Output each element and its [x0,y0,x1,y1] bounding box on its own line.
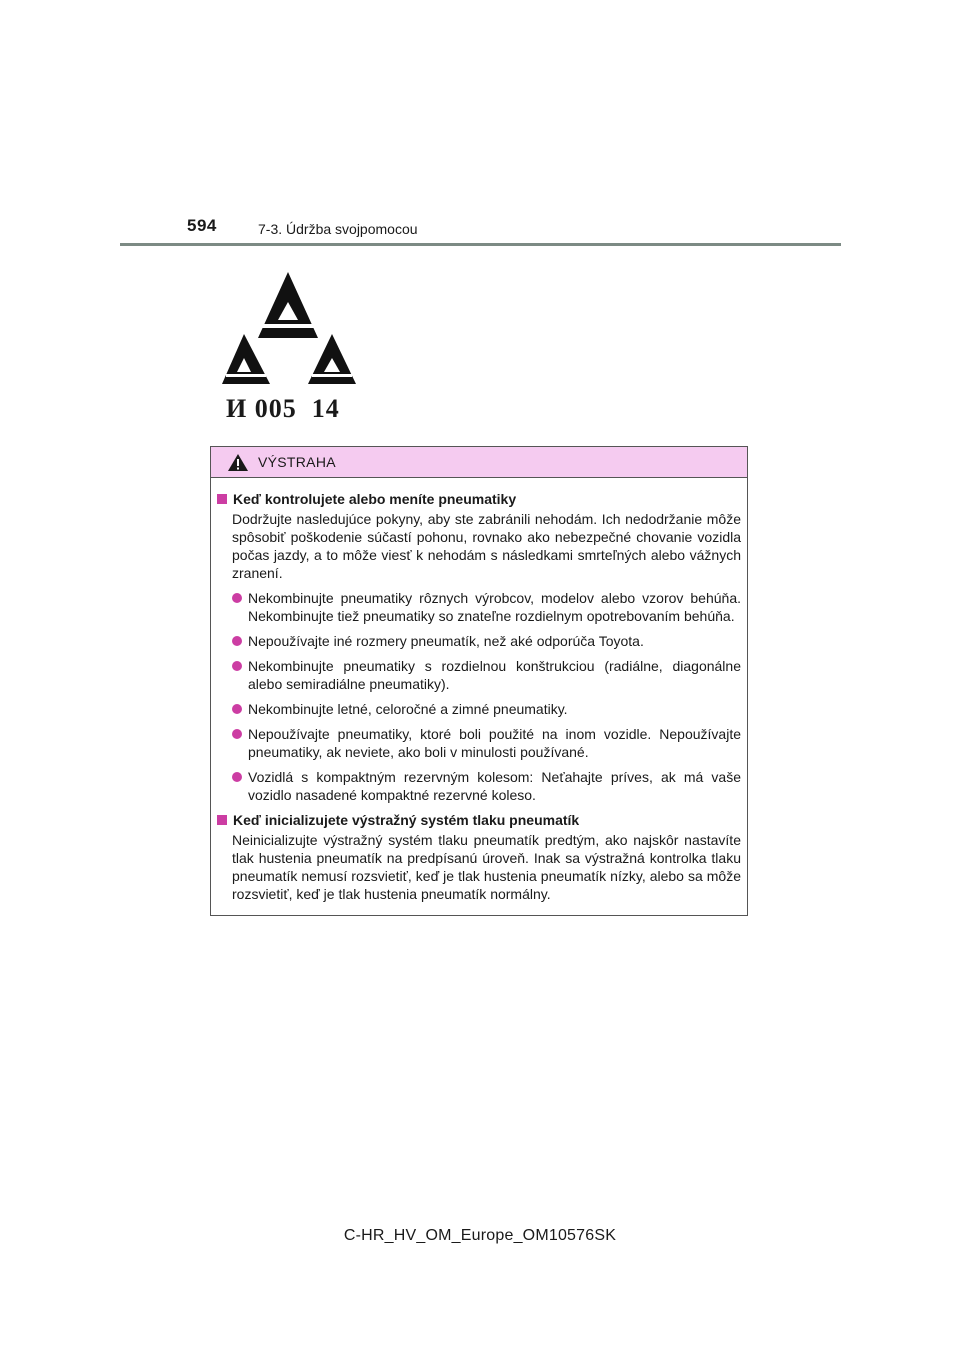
list-item [217,589,741,625]
list-item-text: Nekombinujte pneumatiky rôznych výrobcov, modelov alebo vzorov behúňa. Nekombinujte tiež pneumatiky so znateľne rozdielnym opotrebovaním behúňa. [248,590,741,624]
list-item-text: Nekombinujte pneumatiky s rozdielnou konštrukciou (radiálne, diagonálne alebo semiradiálne pneumatiky). [248,658,741,692]
warning-box [210,446,748,916]
warning-body [211,478,747,903]
section-title-text: Keď kontrolujete alebo meníte pneumatiky [233,491,517,507]
warning-triangle-icon [227,453,249,472]
section-heading [217,490,741,508]
list-item-text: Nepoužívajte iné rozmery pneumatík, než aké odporúča Toyota. [248,633,644,649]
square-bullet-icon [217,494,227,504]
page-number: 594 [187,216,217,235]
list-item [217,700,741,718]
round-bullet-icon [232,661,242,671]
triangle-mark-icon [218,266,358,386]
round-bullet-icon [232,636,242,646]
round-bullet-icon [232,593,242,603]
list-item-text: Nekombinujte letné, celoročné a zimné pneumatiky. [248,701,568,717]
section-title-text: Keď inicializujete výstražný systém tlaku pneumatík [233,812,580,828]
section-paragraph: Dodržujte nasledujúce pokyny, aby ste zabránili nehodám. Ich nedodržanie môže spôsobiť poškodenie súčastí pohonu, rovnako ako nebezpečné chovanie vozidla počas jazdy, a to môže viesť k nehodám s následkami smrteľných alebo vážnych zranení. [232,511,741,581]
list-item-text: Vozidlá s kompaktným rezervným kolesom: Neťahajte príves, ak má vaše vozidlo nasadené kompaktné rezervné koleso. [248,769,741,803]
tire-mark-code: И 005 14 [226,394,340,423]
round-bullet-icon [232,772,242,782]
document-id: C-HR_HV_OM_Europe_OM10576SK [343,1227,617,1244]
section-paragraph: Neinicializujte výstražný systém tlaku pneumatík predtým, ako najskôr nastavíte tlak hustenia pneumatík na predpísanú úroveň. Inak sa výstražná kontrolka tlaku pneumatík nemusí rozsvietiť, keď je tlak hustenia pneumatík nízky, alebo sa môže rozsvietiť, keď je tlak hustenia pneumatík normálny. [232,832,741,902]
header-divider [120,243,841,246]
square-bullet-icon [217,815,227,825]
section-title: 7-3. Údržba svojpomocou [258,221,418,237]
list-item [217,632,741,650]
list-item [217,657,741,693]
list-item [217,768,741,804]
list-item [217,725,741,761]
list-item-text: Nepoužívajte pneumatiky, ktoré boli použité na inom vozidle. Nepoužívajte pneumatiky, ak neviete, ako boli v minulosti používané. [248,726,741,760]
section-heading [217,811,741,829]
warning-label: VÝSTRAHA [258,454,336,470]
warning-header [211,447,747,478]
round-bullet-icon [232,729,242,739]
round-bullet-icon [232,704,242,714]
